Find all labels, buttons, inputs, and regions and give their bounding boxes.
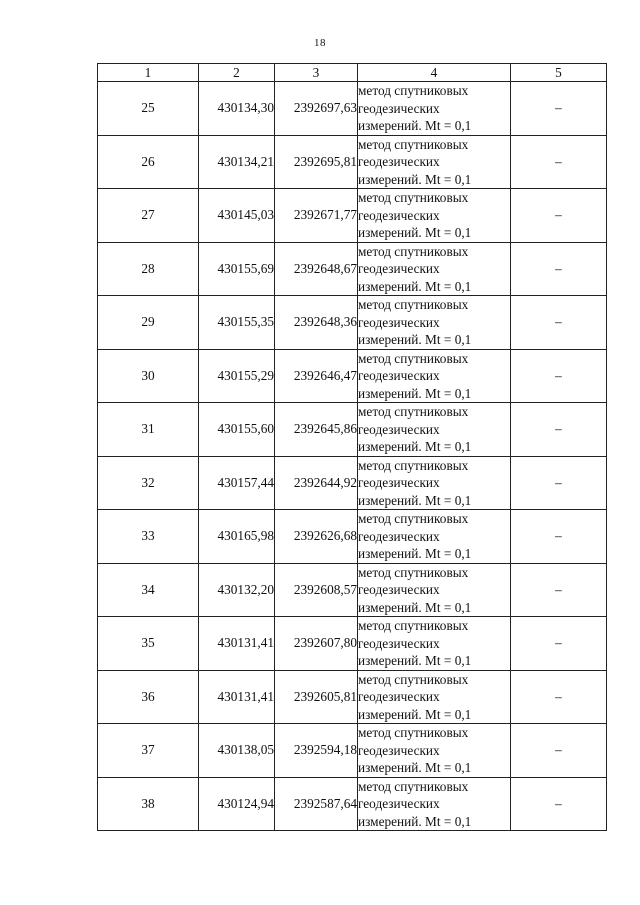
y-coordinate: 2392605,81 [275,670,358,724]
method-line-1: метод спутниковых [358,243,469,259]
x-coordinate: 430124,94 [199,777,275,831]
note-dash: – [511,82,607,136]
x-coordinate: 430155,60 [199,403,275,457]
y-coordinate: 2392648,67 [275,242,358,296]
note-dash: – [511,777,607,831]
note-dash: – [511,135,607,189]
method-line-2: геодезических [358,796,440,811]
point-number: 26 [98,135,199,189]
method-line-3: измерений. Mt = 0,1 [358,171,472,187]
method-line-3: измерений. Mt = 0,1 [358,546,472,561]
point-number: 32 [98,456,199,510]
point-number: 29 [98,296,199,350]
method-line-1: метод спутниковых [358,297,469,312]
method-line-1: метод спутниковых [358,136,469,152]
table-row [98,403,607,457]
table-row [98,456,607,510]
y-coordinate: 2392648,36 [275,296,358,350]
x-coordinate: 430155,35 [199,296,275,350]
x-coordinate: 430155,29 [199,349,275,403]
method-line-2: геодезических [358,635,440,651]
method-line-1: метод спутниковых [358,457,469,473]
method-line-3: измерений. Mt = 0,1 [358,439,472,454]
method-line-3: измерений. Mt = 0,1 [358,706,472,722]
point-number: 35 [98,617,199,671]
method-description [358,670,511,724]
point-number: 38 [98,777,199,831]
column-header-3: 3 [275,64,358,82]
method-line-1: метод спутниковых [358,404,469,419]
table-row [98,135,607,189]
x-coordinate: 430134,21 [199,135,275,189]
table-row [98,563,607,617]
y-coordinate: 2392644,92 [275,456,358,510]
method-line-1: метод спутниковых [358,511,469,526]
method-line-2: геодезических [358,528,440,544]
method-description [358,724,511,778]
table-row [98,510,607,564]
method-line-2: геодезических [358,261,440,276]
method-line-2: геодезических [358,582,440,597]
method-line-1: метод спутниковых [358,778,469,794]
method-description [358,189,511,243]
point-number: 33 [98,510,199,564]
method-line-3: измерений. Mt = 0,1 [358,278,472,294]
method-description [358,777,511,831]
point-number: 27 [98,189,199,243]
method-line-1: метод спутниковых [358,190,469,205]
method-line-1: метод спутниковых [358,350,469,366]
method-line-3: измерений. Mt = 0,1 [358,813,472,829]
point-number: 31 [98,403,199,457]
note-dash: – [511,617,607,671]
method-description [358,510,511,564]
method-description [358,349,511,403]
x-coordinate: 430131,41 [199,670,275,724]
table-header-row [98,64,607,82]
method-line-3: измерений. Mt = 0,1 [358,653,472,668]
method-line-3: измерений. Mt = 0,1 [358,492,472,508]
y-coordinate: 2392646,47 [275,349,358,403]
method-line-1: метод спутниковых [358,83,469,98]
table-row [98,296,607,350]
method-line-2: геодезических [358,100,440,116]
method-line-2: геодезических [358,207,440,223]
column-header-1: 1 [98,64,199,82]
y-coordinate: 2392587,64 [275,777,358,831]
point-number: 37 [98,724,199,778]
table-row [98,777,607,831]
y-coordinate: 2392608,57 [275,563,358,617]
table-row [98,670,607,724]
method-line-1: метод спутниковых [358,671,469,687]
page-number: 18 [314,37,326,49]
table-row [98,242,607,296]
y-coordinate: 2392607,80 [275,617,358,671]
y-coordinate: 2392671,77 [275,189,358,243]
point-number: 36 [98,670,199,724]
note-dash: – [511,510,607,564]
method-line-3: измерений. Mt = 0,1 [358,760,472,775]
x-coordinate: 430145,03 [199,189,275,243]
column-header-5: 5 [511,64,607,82]
method-description [358,456,511,510]
note-dash: – [511,456,607,510]
note-dash: – [511,724,607,778]
note-dash: – [511,403,607,457]
x-coordinate: 430131,41 [199,617,275,671]
y-coordinate: 2392626,68 [275,510,358,564]
table-row [98,617,607,671]
method-line-2: геодезических [358,314,440,330]
note-dash: – [511,242,607,296]
method-line-2: геодезических [358,421,440,437]
note-dash: – [511,296,607,350]
method-line-3: измерений. Mt = 0,1 [358,599,472,615]
method-line-1: метод спутниковых [358,564,469,580]
y-coordinate: 2392645,86 [275,403,358,457]
table-row [98,724,607,778]
method-line-1: метод спутниковых [358,725,469,740]
method-description [358,296,511,350]
x-coordinate: 430155,69 [199,242,275,296]
table-row [98,349,607,403]
y-coordinate: 2392695,81 [275,135,358,189]
coordinates-table [97,63,607,831]
point-number: 28 [98,242,199,296]
method-description [358,403,511,457]
table-row [98,82,607,136]
method-description [358,563,511,617]
x-coordinate: 430165,98 [199,510,275,564]
y-coordinate: 2392697,63 [275,82,358,136]
method-line-2: геодезических [358,689,440,704]
note-dash: – [511,349,607,403]
method-line-3: измерений. Mt = 0,1 [358,332,472,347]
method-description [358,242,511,296]
y-coordinate: 2392594,18 [275,724,358,778]
point-number: 34 [98,563,199,617]
table-body [98,82,607,831]
x-coordinate: 430132,20 [199,563,275,617]
method-line-2: геодезических [358,368,440,383]
column-header-2: 2 [199,64,275,82]
x-coordinate: 430134,30 [199,82,275,136]
note-dash: – [511,670,607,724]
method-line-3: измерений. Mt = 0,1 [358,385,472,401]
note-dash: – [511,189,607,243]
method-line-2: геодезических [358,154,440,169]
method-line-3: измерений. Mt = 0,1 [358,118,472,133]
column-header-4: 4 [358,64,511,82]
x-coordinate: 430138,05 [199,724,275,778]
point-number: 30 [98,349,199,403]
method-line-3: измерений. Mt = 0,1 [358,225,472,240]
method-line-2: геодезических [358,475,440,490]
table-row [98,189,607,243]
method-line-2: геодезических [358,742,440,758]
method-description [358,135,511,189]
method-description [358,617,511,671]
note-dash: – [511,563,607,617]
point-number: 25 [98,82,199,136]
method-description [358,82,511,136]
x-coordinate: 430157,44 [199,456,275,510]
method-line-1: метод спутниковых [358,618,469,633]
